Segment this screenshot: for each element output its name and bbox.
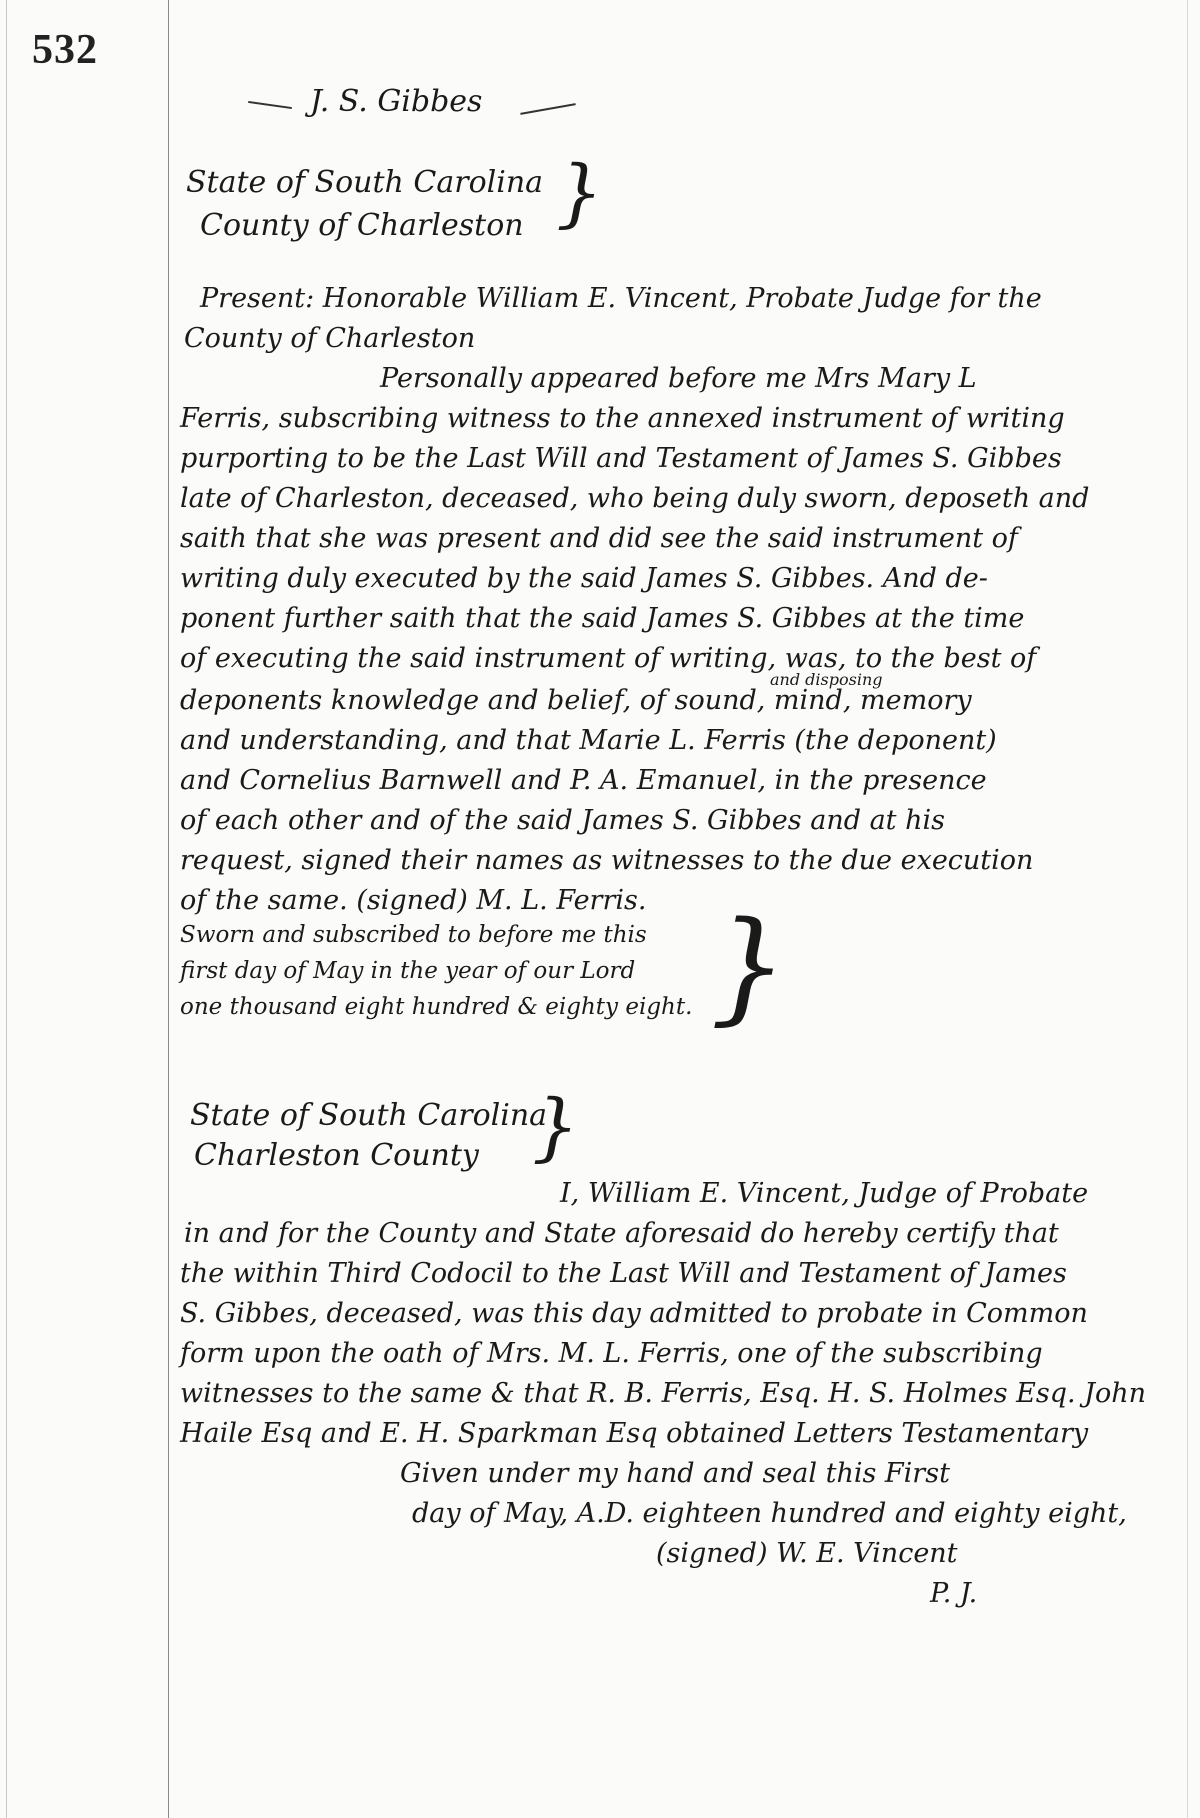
jurat-brace: }: [710, 895, 788, 1037]
caption-state-1: State of South Carolina: [186, 165, 544, 200]
caption-brace-2: }: [532, 1084, 580, 1170]
s2-line-4: S. Gibbes, deceased, was this day admitted to probate in Common: [180, 1298, 1088, 1329]
caption-state-2: State of South Carolina: [190, 1098, 548, 1133]
record-title: J. S. Gibbes: [310, 84, 483, 119]
caption-brace-1: }: [556, 150, 604, 236]
s2-line-1: I, William E. Vincent, Judge of Probate: [560, 1178, 1089, 1209]
jurat-line-3: one thousand eight hundred & eighty eight.: [180, 994, 693, 1020]
s1-line-4: Ferris, subscribing witness to the annexed instrument of writing: [180, 403, 1065, 434]
s1-line-3: Personally appeared before me Mrs Mary L: [380, 363, 977, 394]
s1-line-9: ponent further saith that the said James S. Gibbes at the time: [180, 603, 1025, 634]
header-flourish-right: [520, 103, 575, 115]
s1-line-6: late of Charleston, deceased, who being duly sworn, deposeth and: [180, 483, 1090, 514]
s2-line-9: day of May, A.D. eighteen hundred and eighty eight,: [412, 1498, 1127, 1529]
s1-line-13: and Cornelius Barnwell and P. A. Emanuel, in the presence: [180, 765, 987, 796]
s1-line-8: writing duly executed by the said James S. Gibbes. And de-: [180, 563, 988, 594]
s1-line-15: request, signed their names as witnesses to the due execution: [180, 845, 1034, 876]
s2-line-2: in and for the County and State aforesaid do hereby certify that: [184, 1218, 1059, 1249]
jurat-line-1: Sworn and subscribed to before me this: [180, 922, 647, 948]
margin-rule: [168, 0, 169, 1818]
s1-line-1: Present: Honorable William E. Vincent, Probate Judge for the: [200, 283, 1042, 314]
page-number: 532: [32, 27, 98, 73]
caption-county-1: County of Charleston: [200, 208, 524, 243]
s2-line-8: Given under my hand and seal this First: [400, 1458, 950, 1489]
s1-line-5: purporting to be the Last Will and Testament of James S. Gibbes: [180, 443, 1062, 474]
s1-line-11: deponents knowledge and belief, of sound, mind, memory: [180, 685, 972, 716]
s2-line-5: form upon the oath of Mrs. M. L. Ferris, one of the subscribing: [180, 1338, 1043, 1369]
s1-line-7: saith that she was present and did see the said instrument of: [180, 523, 1018, 554]
right-edge-rule: [1187, 0, 1188, 1818]
s1-line-2: County of Charleston: [184, 323, 476, 354]
s1-line-12: and understanding, and that Marie L. Ferris (the deponent): [180, 725, 997, 756]
interlinear-insertion: and disposing: [770, 670, 883, 689]
s2-line-6: witnesses to the same & that R. B. Ferris, Esq. H. S. Holmes Esq. John: [180, 1378, 1147, 1409]
s2-line-7: Haile Esq and E. H. Sparkman Esq obtained Letters Testamentary: [180, 1418, 1089, 1449]
s1-line-10: of executing the said instrument of writing, was, to the best of: [180, 643, 1037, 674]
s2-line-3: the within Third Codocil to the Last Will and Testament of James: [180, 1258, 1067, 1289]
header-flourish-left: [248, 101, 292, 109]
s1-line-14: of each other and of the said James S. Gibbes and at his: [180, 805, 945, 836]
s1-line-16-signature: of the same. (signed) M. L. Ferris.: [180, 885, 647, 916]
jurat-line-2: first day of May in the year of our Lord: [180, 958, 636, 984]
s2-signature: (signed) W. E. Vincent: [656, 1538, 958, 1569]
s2-title-abbrev: P. J.: [930, 1578, 978, 1609]
caption-county-2: Charleston County: [194, 1138, 479, 1173]
left-edge-rule: [6, 0, 7, 1818]
